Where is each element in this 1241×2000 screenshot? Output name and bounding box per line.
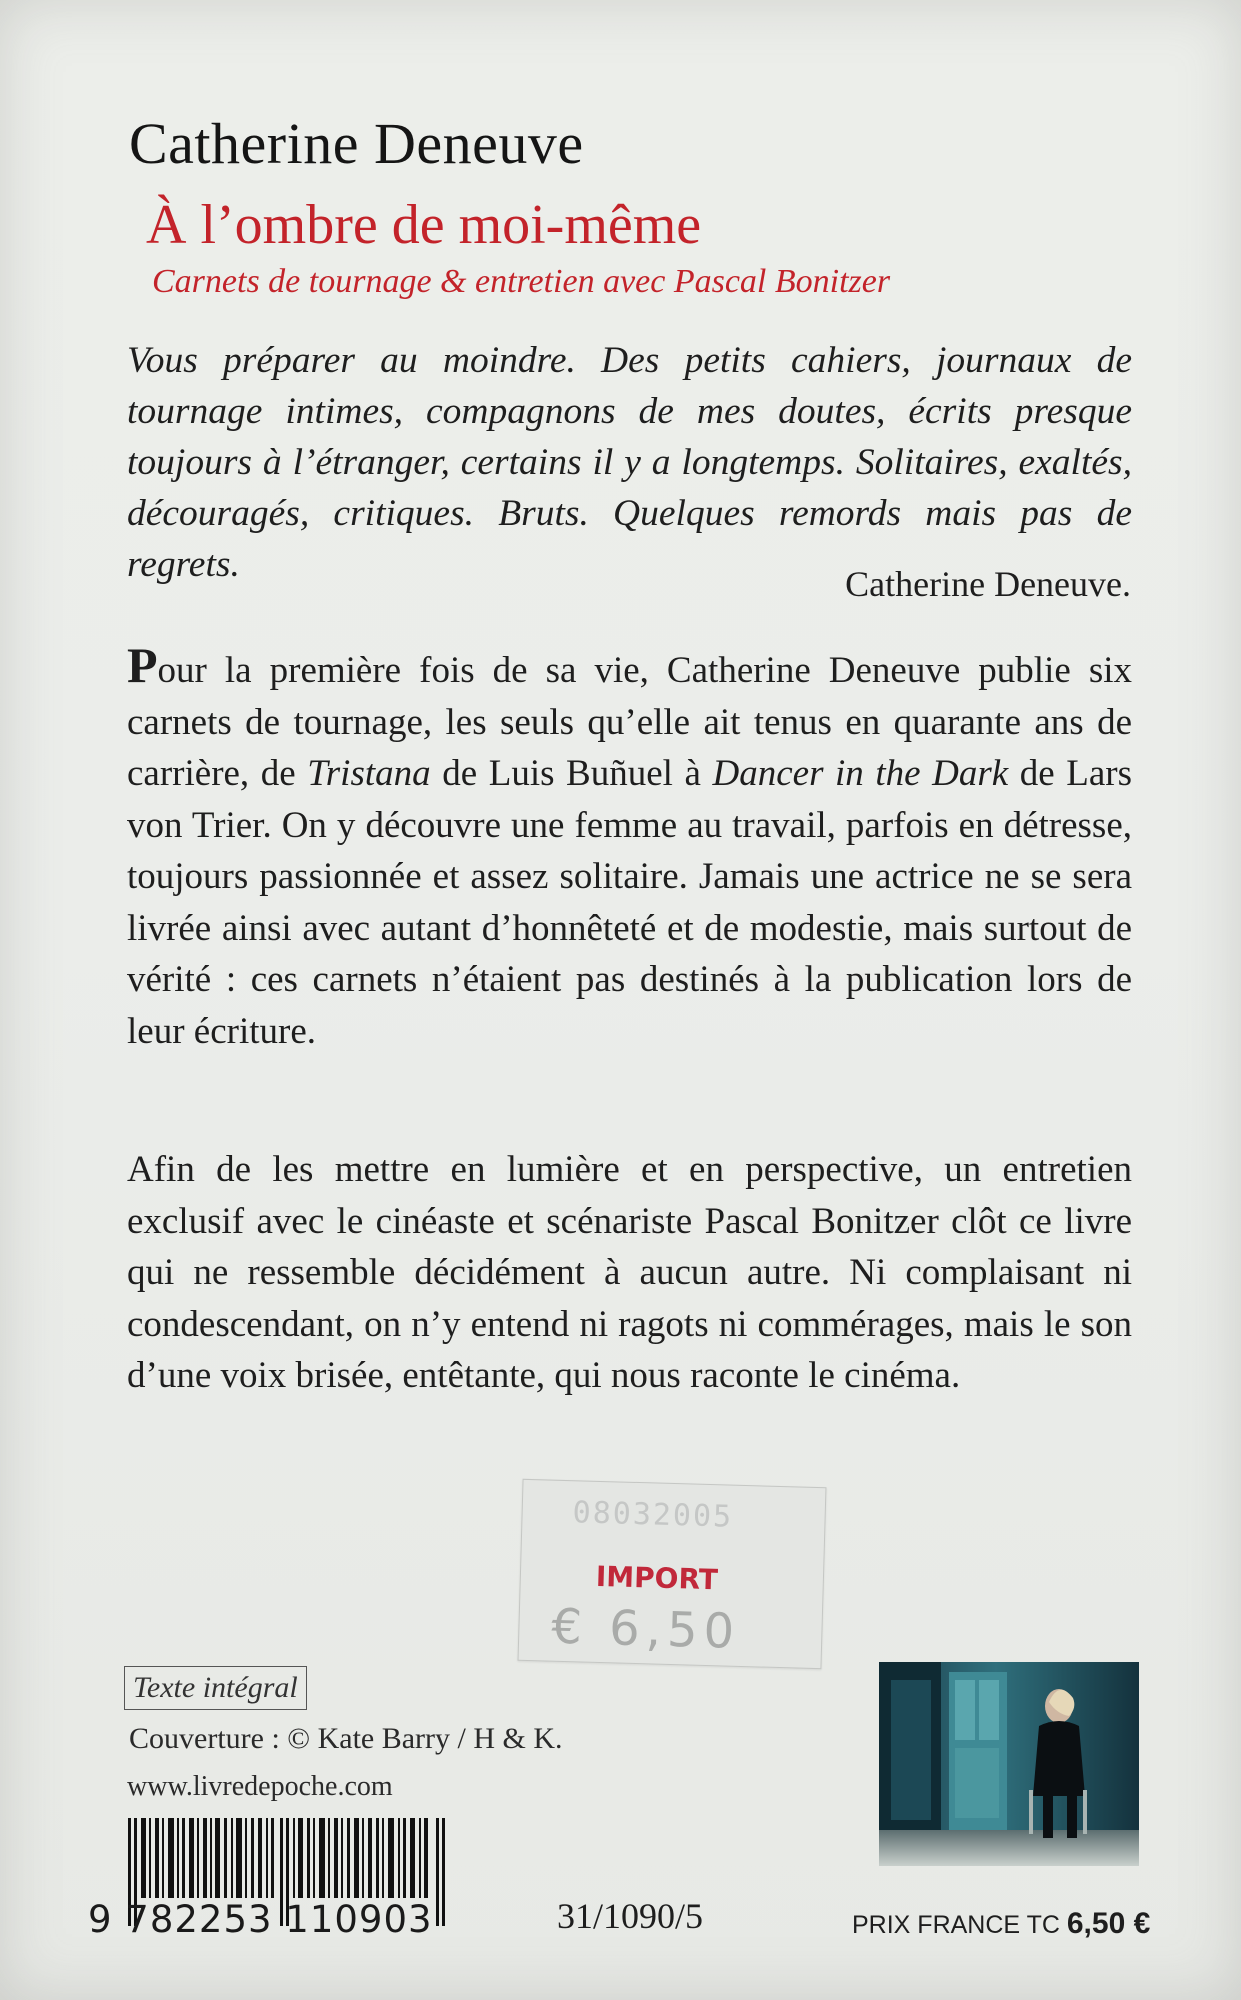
- book-subtitle: Carnets de tournage & entretien avec Pascal Bonitzer: [152, 263, 891, 300]
- price-france: [852, 1907, 1150, 1941]
- drop-cap: P: [127, 637, 158, 693]
- publisher-website: www.livredepoche.com: [127, 1771, 393, 1802]
- author-name: Catherine Deneuve: [129, 111, 584, 176]
- import-price-sticker: [518, 1479, 827, 1669]
- book-title: À l’ombre de moi-même: [146, 194, 702, 256]
- price-label: PRIX FRANCE TC: [852, 1911, 1060, 1939]
- sticker-date-code: 08032005: [572, 1495, 734, 1535]
- texte-integral-label: Texte intégral: [124, 1666, 307, 1710]
- para1-text-a: our la première fois de sa vie, Catherine Deneuve publie six carnets de tournage, les seuls qu’elle ait tenus en quarante ans de carrière, de: [127, 650, 1132, 794]
- para1-text-b: de Luis Buñuel à: [430, 753, 713, 794]
- film-title-tristana: Tristana: [307, 753, 431, 794]
- para1-text-c: de Lars von Trier. On y découvre une femme au travail, parfois en détresse, toujours passionnée et assez solitaire. Jamais une actrice ne se sera livrée ainsi avec autant d’honnêteté et de modestie, mais surtout de vérité : ces carnets n’étaient pas destinés à la publication lors de leur écriture.: [127, 753, 1132, 1052]
- cover-photo-thumbnail: [879, 1662, 1139, 1866]
- price-value: 6,50 €: [1066, 1907, 1151, 1940]
- catalog-code: 31/1090/5: [557, 1896, 704, 1936]
- cover-credit: Couverture : © Kate Barry / H & K.: [129, 1722, 563, 1755]
- sticker-import-label: IMPORT: [595, 1559, 719, 1597]
- description-paragraph-1: [127, 637, 1132, 1057]
- author-quote: Vous préparer au moindre. Des petits cahiers, journaux de tournage intimes, compagnons de mes doutes, écrits presque toujours à l’étranger, certains il y a longtemps. Solitaires, exaltés, découragés, critiques. Bruts. Quelques remords mais pas de regrets.: [127, 340, 1132, 585]
- quote-signature: Catherine Deneuve.: [845, 564, 1131, 604]
- description-paragraph-2: Afin de les mettre en lumière et en perspective, un entretien exclusif avec le cinéaste et scénariste Pascal Bonitzer clôt ce livre qui ne ressemble décidément à aucun autre. Ni complaisant ni condescendant, on n’y entend ni ragots ni commérages, mais le son d’une voix brisée, entêtante, qui nous raconte le cinéma.: [127, 1149, 1132, 1396]
- isbn-number: 9 782253 110903: [88, 1898, 433, 1941]
- film-title-dancer: Dancer in the Dark: [712, 753, 1009, 794]
- sticker-price: € 6,50: [550, 1598, 741, 1660]
